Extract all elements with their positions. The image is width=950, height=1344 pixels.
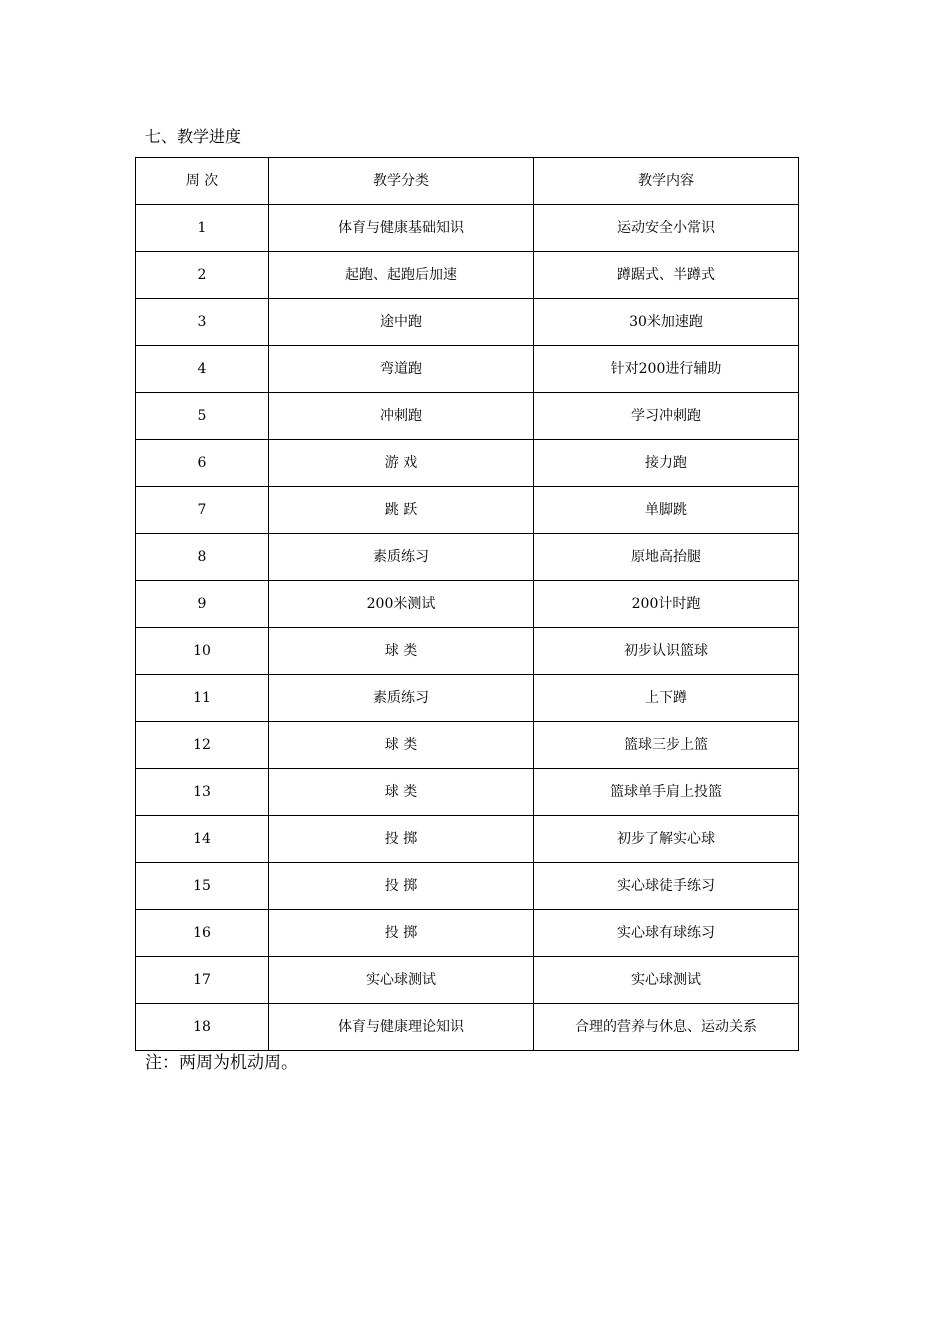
table-row	[136, 863, 799, 910]
cell-content: 蹲踞式、半蹲式	[534, 252, 799, 299]
cell-content: 学习冲刺跑	[534, 393, 799, 440]
section-title: 七、教学进度	[145, 127, 242, 146]
cell-week: 4	[136, 346, 269, 393]
cell-category: 200米测试	[269, 581, 534, 628]
table-row	[136, 628, 799, 675]
table-row	[136, 393, 799, 440]
table-row	[136, 769, 799, 816]
cell-week: 1	[136, 205, 269, 252]
cell-category: 投 掷	[269, 816, 534, 863]
cell-category: 途中跑	[269, 299, 534, 346]
table-row	[136, 205, 799, 252]
cell-content: 单脚跳	[534, 487, 799, 534]
teaching-schedule-table	[135, 157, 799, 1051]
table-row	[136, 957, 799, 1004]
cell-category: 球 类	[269, 628, 534, 675]
cell-week: 17	[136, 957, 269, 1004]
table-row	[136, 299, 799, 346]
cell-category: 弯道跑	[269, 346, 534, 393]
table-row	[136, 910, 799, 957]
cell-category: 冲刺跑	[269, 393, 534, 440]
header-category: 教学分类	[269, 158, 534, 205]
cell-week: 7	[136, 487, 269, 534]
cell-content: 原地高抬腿	[534, 534, 799, 581]
cell-content: 实心球有球练习	[534, 910, 799, 957]
cell-category: 体育与健康理论知识	[269, 1004, 534, 1051]
table-row	[136, 581, 799, 628]
cell-week: 8	[136, 534, 269, 581]
cell-content: 初步了解实心球	[534, 816, 799, 863]
header-content: 教学内容	[534, 158, 799, 205]
cell-category: 起跑、起跑后加速	[269, 252, 534, 299]
cell-week: 13	[136, 769, 269, 816]
cell-content: 运动安全小常识	[534, 205, 799, 252]
header-week: 周 次	[136, 158, 269, 205]
cell-content: 上下蹲	[534, 675, 799, 722]
table-row	[136, 1004, 799, 1051]
cell-category: 跳 跃	[269, 487, 534, 534]
cell-week: 18	[136, 1004, 269, 1051]
cell-week: 3	[136, 299, 269, 346]
table-header-row	[136, 158, 799, 205]
cell-category: 体育与健康基础知识	[269, 205, 534, 252]
cell-content: 篮球三步上篮	[534, 722, 799, 769]
footnote: 注：两周为机动周。	[145, 1053, 298, 1073]
cell-week: 16	[136, 910, 269, 957]
cell-category: 投 掷	[269, 863, 534, 910]
cell-week: 6	[136, 440, 269, 487]
cell-week: 5	[136, 393, 269, 440]
cell-week: 11	[136, 675, 269, 722]
cell-category: 实心球测试	[269, 957, 534, 1004]
cell-content: 实心球徒手练习	[534, 863, 799, 910]
cell-week: 9	[136, 581, 269, 628]
cell-category: 球 类	[269, 769, 534, 816]
table-row	[136, 487, 799, 534]
cell-category: 投 掷	[269, 910, 534, 957]
table-row	[136, 346, 799, 393]
cell-content: 合理的营养与休息、运动关系	[534, 1004, 799, 1051]
table-row	[136, 440, 799, 487]
table-body	[136, 158, 799, 1051]
cell-week: 10	[136, 628, 269, 675]
cell-week: 14	[136, 816, 269, 863]
cell-content: 30米加速跑	[534, 299, 799, 346]
cell-week: 15	[136, 863, 269, 910]
table-row	[136, 675, 799, 722]
table-row	[136, 252, 799, 299]
cell-content: 接力跑	[534, 440, 799, 487]
cell-content: 实心球测试	[534, 957, 799, 1004]
table-row	[136, 722, 799, 769]
table-row	[136, 816, 799, 863]
cell-category: 素质练习	[269, 534, 534, 581]
table-row	[136, 534, 799, 581]
cell-content: 初步认识篮球	[534, 628, 799, 675]
cell-category: 游 戏	[269, 440, 534, 487]
cell-content: 针对200进行辅助	[534, 346, 799, 393]
cell-week: 12	[136, 722, 269, 769]
cell-content: 200计时跑	[534, 581, 799, 628]
cell-category: 球 类	[269, 722, 534, 769]
cell-category: 素质练习	[269, 675, 534, 722]
cell-week: 2	[136, 252, 269, 299]
cell-content: 篮球单手肩上投篮	[534, 769, 799, 816]
